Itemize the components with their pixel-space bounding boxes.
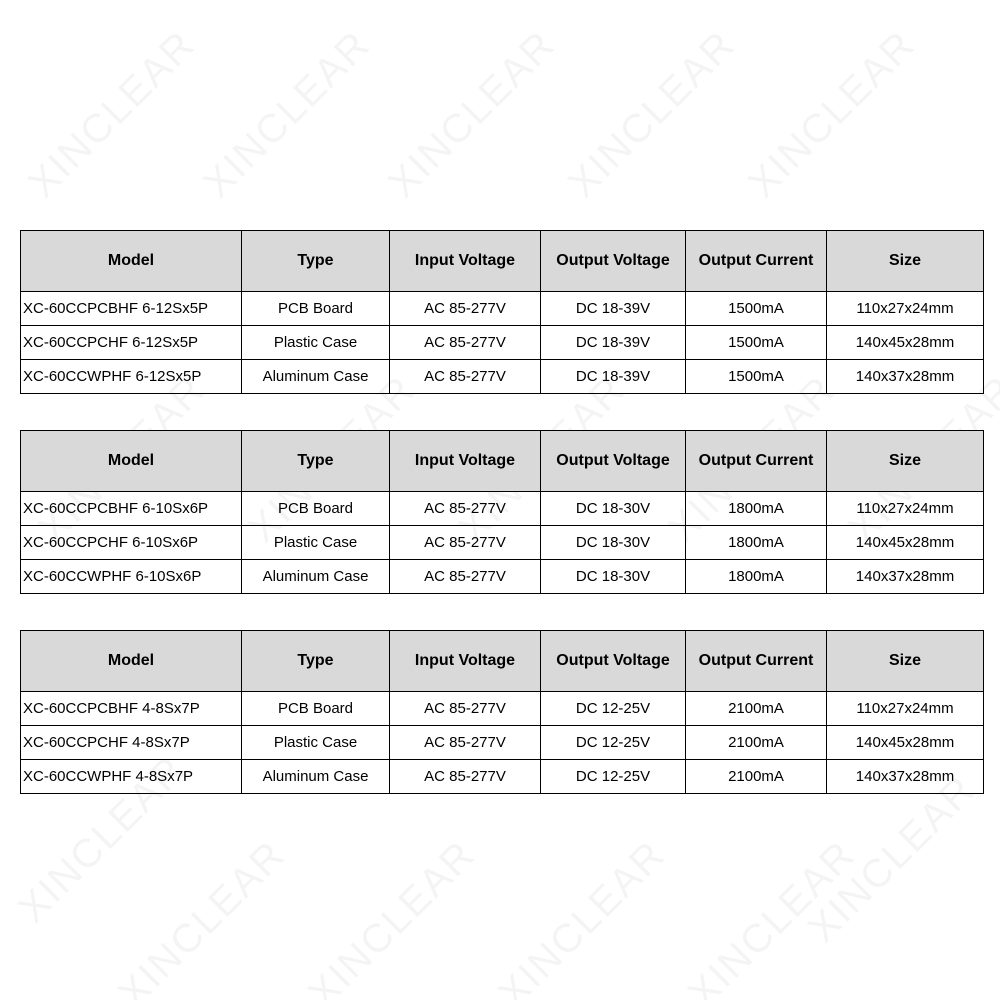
cell-size: 110x27x24mm xyxy=(827,292,984,326)
table-row xyxy=(21,492,984,526)
cell-model: XC-60CCWPHF 6-10Sx6P xyxy=(21,560,242,594)
table-header-row xyxy=(21,231,984,292)
spec-table-6p xyxy=(20,430,984,594)
table-row xyxy=(21,292,984,326)
cell-model: XC-60CCPCBHF 6-10Sx6P xyxy=(21,492,242,526)
watermark-text xyxy=(110,832,295,1000)
cell-output-voltage: DC 12-25V xyxy=(541,760,686,794)
header-size: Size xyxy=(827,431,984,492)
cell-size: 140x37x28mm xyxy=(827,560,984,594)
cell-output-voltage: DC 18-30V xyxy=(541,492,686,526)
header-input-voltage: Input Voltage xyxy=(390,231,541,292)
header-output-voltage: Output Voltage xyxy=(541,431,686,492)
table-header-row xyxy=(21,631,984,692)
cell-type: Plastic Case xyxy=(242,326,390,360)
cell-type: Plastic Case xyxy=(242,526,390,560)
cell-size: 110x27x24mm xyxy=(827,692,984,726)
cell-input-voltage: AC 85-277V xyxy=(390,526,541,560)
watermark-text xyxy=(680,832,865,1000)
cell-output-current: 1500mA xyxy=(686,326,827,360)
cell-input-voltage: AC 85-277V xyxy=(390,360,541,394)
spec-table-5p xyxy=(20,230,984,394)
header-type: Type xyxy=(242,631,390,692)
cell-output-current: 1500mA xyxy=(686,360,827,394)
header-output-voltage: Output Voltage xyxy=(541,631,686,692)
watermark-text xyxy=(20,22,205,207)
watermark-text xyxy=(490,832,675,1000)
header-size: Size xyxy=(827,631,984,692)
header-model: Model xyxy=(21,631,242,692)
cell-model: XC-60CCPCHF 6-10Sx6P xyxy=(21,526,242,560)
watermark-text xyxy=(380,22,565,207)
cell-size: 140x45x28mm xyxy=(827,726,984,760)
cell-input-voltage: AC 85-277V xyxy=(390,292,541,326)
cell-output-current: 1500mA xyxy=(686,292,827,326)
cell-size: 110x27x24mm xyxy=(827,492,984,526)
cell-type: Aluminum Case xyxy=(242,560,390,594)
cell-input-voltage: AC 85-277V xyxy=(390,760,541,794)
table-row xyxy=(21,326,984,360)
table-row xyxy=(21,760,984,794)
cell-input-voltage: AC 85-277V xyxy=(390,326,541,360)
cell-type: PCB Board xyxy=(242,492,390,526)
header-type: Type xyxy=(242,431,390,492)
table-row xyxy=(21,726,984,760)
table-row xyxy=(21,692,984,726)
cell-output-voltage: DC 18-39V xyxy=(541,326,686,360)
cell-size: 140x37x28mm xyxy=(827,760,984,794)
cell-output-current: 1800mA xyxy=(686,560,827,594)
watermark-text xyxy=(800,767,985,952)
cell-output-voltage: DC 18-39V xyxy=(541,292,686,326)
header-model: Model xyxy=(21,431,242,492)
cell-model: XC-60CCWPHF 4-8Sx7P xyxy=(21,760,242,794)
header-input-voltage: Input Voltage xyxy=(390,431,541,492)
cell-input-voltage: AC 85-277V xyxy=(390,726,541,760)
header-output-voltage: Output Voltage xyxy=(541,231,686,292)
cell-type: Aluminum Case xyxy=(242,760,390,794)
header-input-voltage: Input Voltage xyxy=(390,631,541,692)
cell-model: XC-60CCPCHF 6-12Sx5P xyxy=(21,326,242,360)
cell-size: 140x45x28mm xyxy=(827,326,984,360)
cell-output-voltage: DC 12-25V xyxy=(541,692,686,726)
cell-type: Aluminum Case xyxy=(242,360,390,394)
watermark-text xyxy=(195,22,380,207)
cell-output-voltage: DC 18-30V xyxy=(541,526,686,560)
table-row xyxy=(21,560,984,594)
cell-output-voltage: DC 18-39V xyxy=(541,360,686,394)
cell-type: PCB Board xyxy=(242,292,390,326)
cell-input-voltage: AC 85-277V xyxy=(390,560,541,594)
table-header-row xyxy=(21,431,984,492)
cell-size: 140x37x28mm xyxy=(827,360,984,394)
cell-size: 140x45x28mm xyxy=(827,526,984,560)
watermark-text xyxy=(740,22,925,207)
header-model: Model xyxy=(21,231,242,292)
watermark-text xyxy=(300,832,485,1000)
header-size: Size xyxy=(827,231,984,292)
cell-output-current: 2100mA xyxy=(686,726,827,760)
cell-output-voltage: DC 18-30V xyxy=(541,560,686,594)
cell-output-voltage: DC 12-25V xyxy=(541,726,686,760)
header-output-current: Output Current xyxy=(686,231,827,292)
cell-output-current: 1800mA xyxy=(686,526,827,560)
cell-output-current: 2100mA xyxy=(686,692,827,726)
cell-model: XC-60CCPCBHF 4-8Sx7P xyxy=(21,692,242,726)
cell-model: XC-60CCPCBHF 6-12Sx5P xyxy=(21,292,242,326)
cell-type: Plastic Case xyxy=(242,726,390,760)
cell-output-current: 2100mA xyxy=(686,760,827,794)
watermark-text xyxy=(560,22,745,207)
cell-type: PCB Board xyxy=(242,692,390,726)
cell-input-voltage: AC 85-277V xyxy=(390,492,541,526)
cell-output-current: 1800mA xyxy=(686,492,827,526)
table-row xyxy=(21,526,984,560)
cell-model: XC-60CCWPHF 6-12Sx5P xyxy=(21,360,242,394)
cell-input-voltage: AC 85-277V xyxy=(390,692,541,726)
spec-table-7p xyxy=(20,630,984,794)
header-output-current: Output Current xyxy=(686,631,827,692)
header-output-current: Output Current xyxy=(686,431,827,492)
cell-model: XC-60CCPCHF 4-8Sx7P xyxy=(21,726,242,760)
header-type: Type xyxy=(242,231,390,292)
table-row xyxy=(21,360,984,394)
